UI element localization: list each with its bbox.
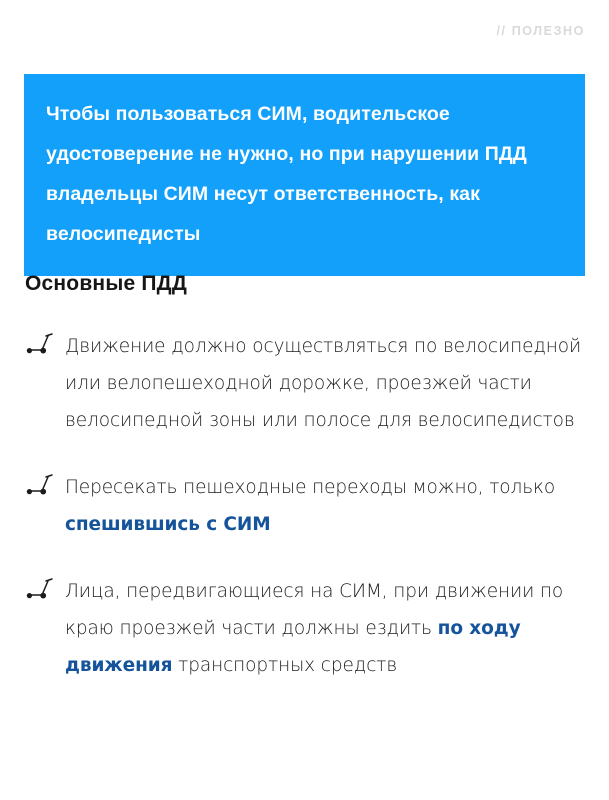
- scooter-icon: [25, 577, 57, 601]
- rule-text-accent: по ходу движения: [65, 618, 521, 676]
- rule-item: [25, 328, 589, 439]
- scooter-icon: [25, 332, 57, 356]
- rule-item: [25, 469, 589, 543]
- kicker-label: // ПОЛЕЗНО: [496, 24, 585, 38]
- rule-text-accent: спешившись с СИМ: [65, 514, 271, 535]
- rule-text-plain: Движение должно осуществляться по велосипедной или велопешеходной дорожке, проезжей части велосипедной зоны или полосе для велосипедистов: [65, 336, 582, 431]
- kicker-row: [0, 22, 585, 40]
- section-heading: Основные ПДД: [25, 272, 187, 295]
- rule-text-plain: транспортных средств: [172, 655, 398, 676]
- scooter-icon: [25, 473, 57, 497]
- rule-text: [65, 573, 589, 684]
- rule-item: [25, 573, 589, 684]
- callout-banner: [24, 74, 585, 276]
- rule-text-plain: Пересекать пешеходные переходы можно, только: [65, 477, 556, 498]
- rules-list: [25, 328, 589, 684]
- rule-text-plain: Лица, передвигающиеся на СИМ, при движении по краю проезжей части должны ездить: [65, 581, 564, 639]
- rule-text: [65, 469, 589, 543]
- callout-banner-text: Чтобы пользоваться СИМ, водительское удостоверение не нужно, но при нарушении ПДД владельцы СИМ несут ответственность, как велосипедисты: [46, 103, 527, 245]
- rule-text: [65, 328, 589, 439]
